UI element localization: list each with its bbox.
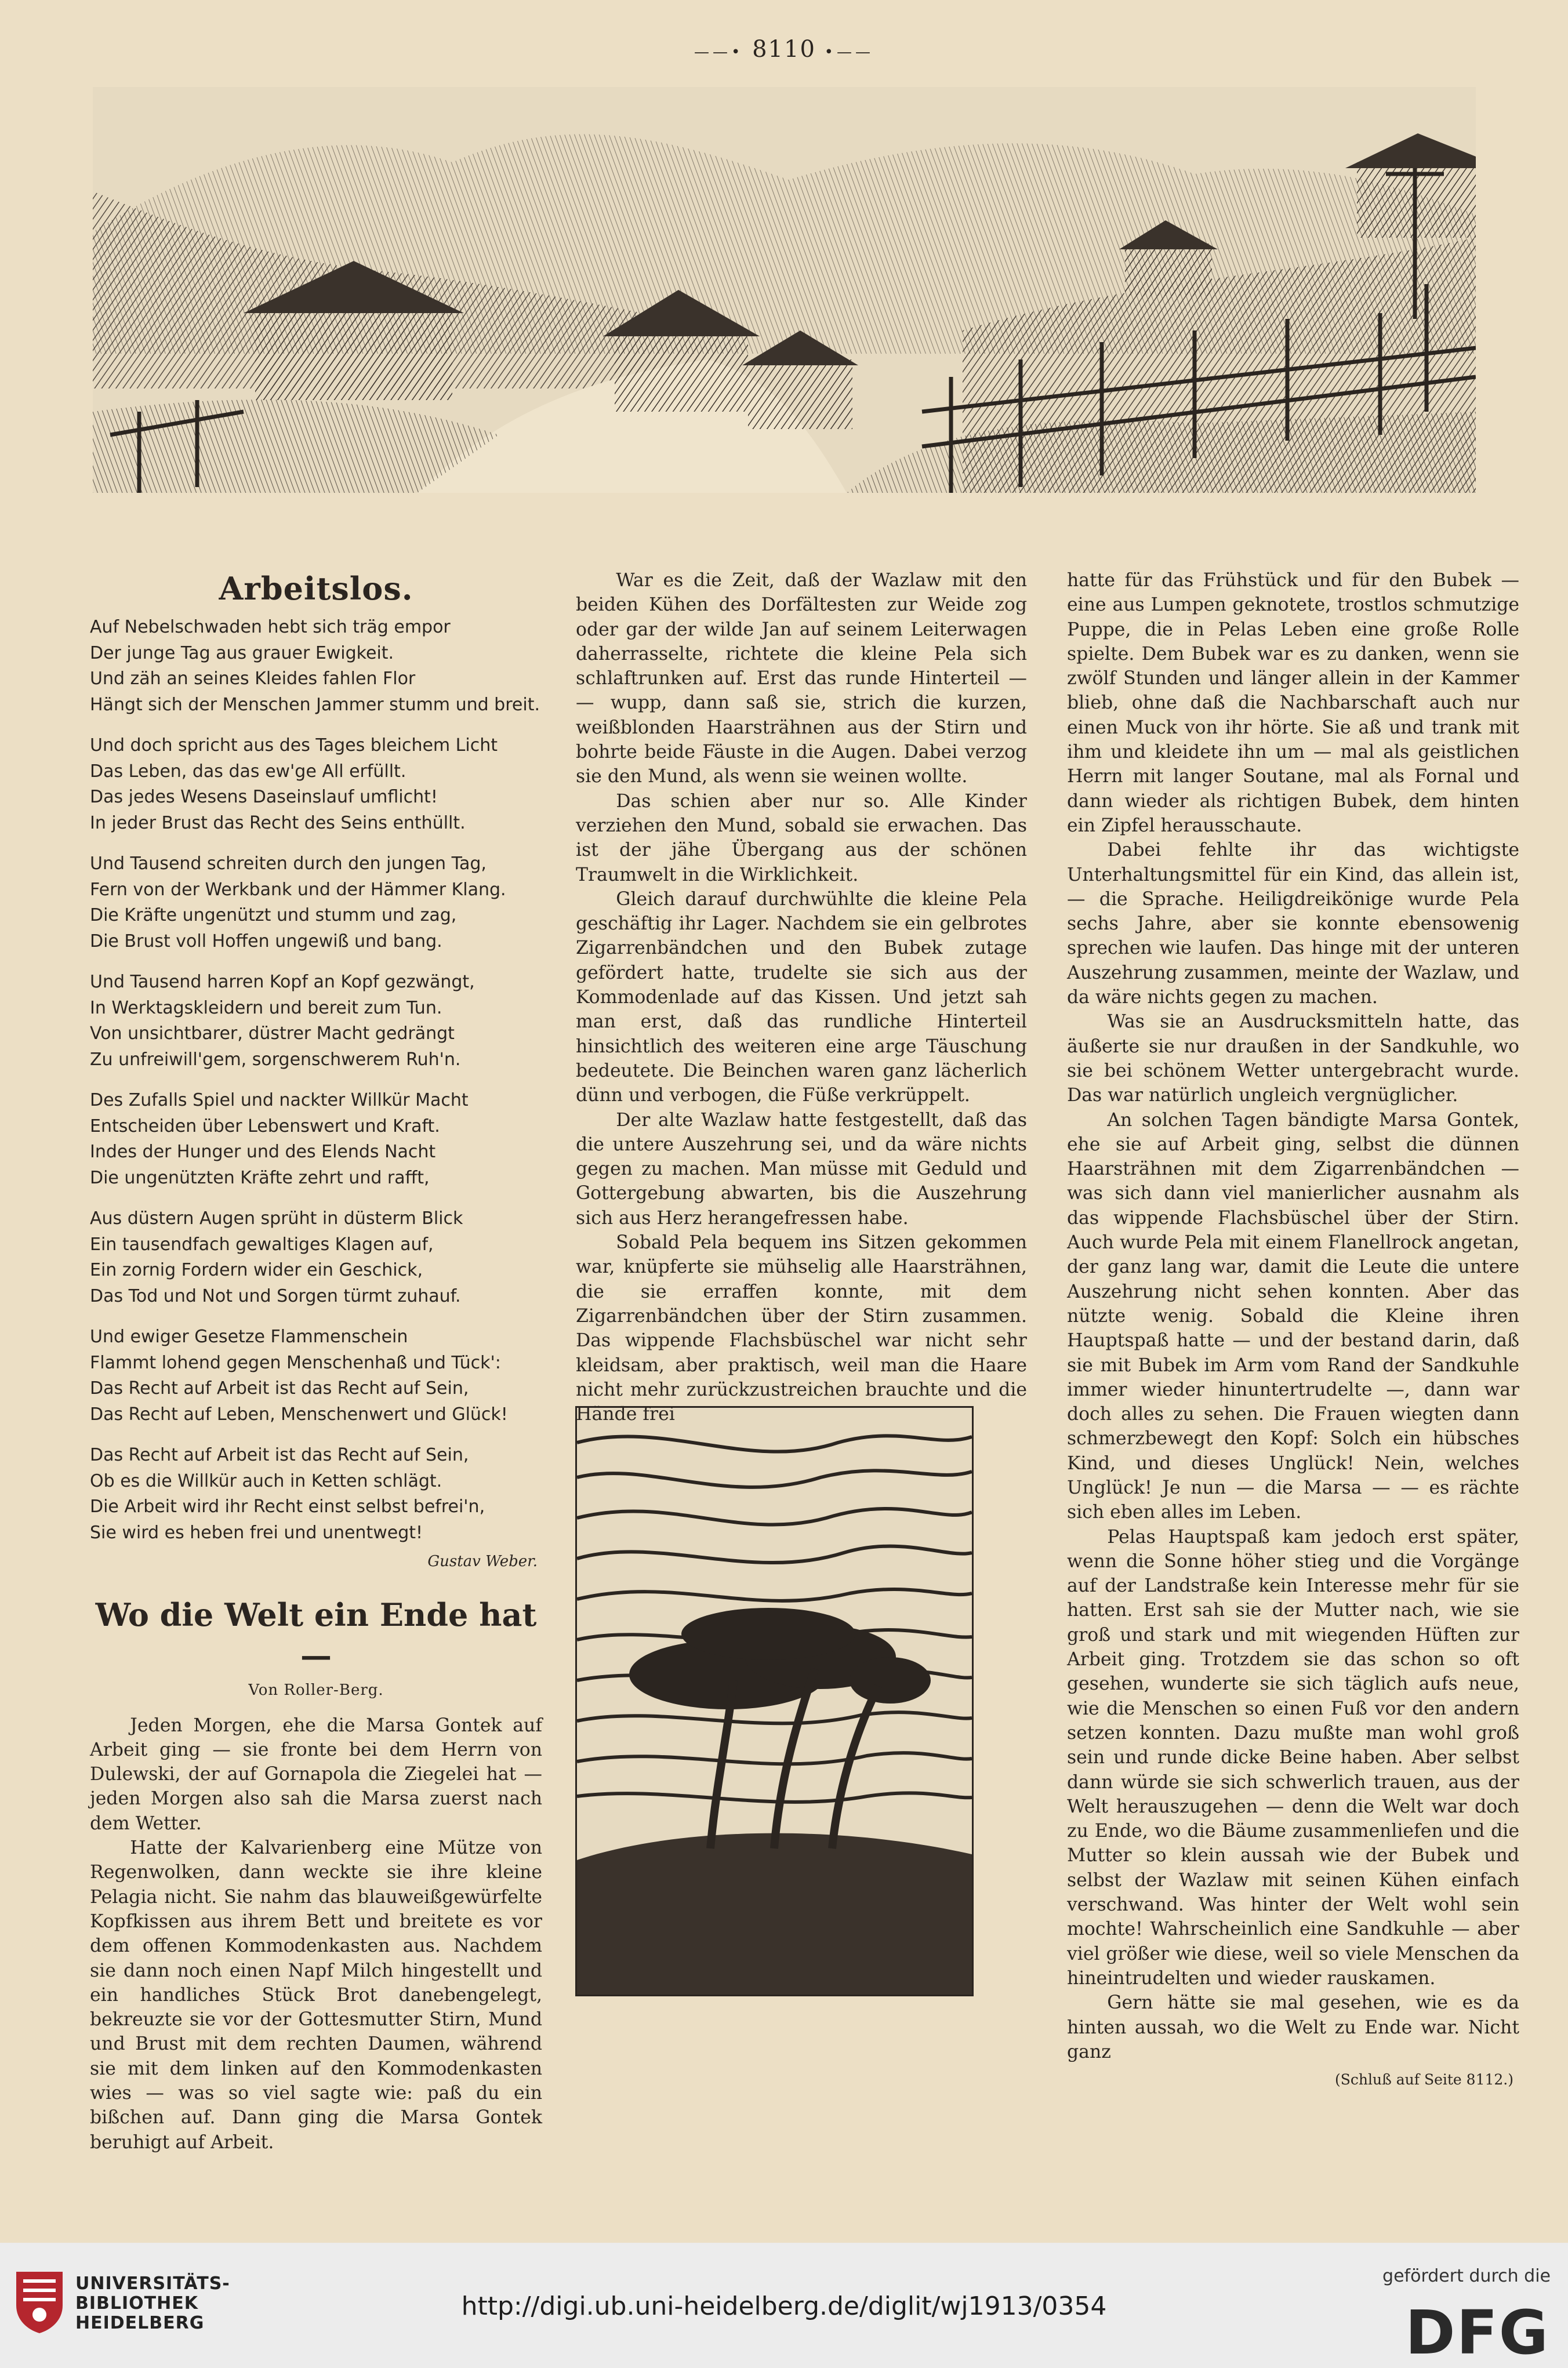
- page-number-ornament-left: ——•: [694, 43, 744, 61]
- story-author: Von Roller-Berg.: [248, 1681, 384, 1699]
- university-name-line: UNIVERSITÄTS-: [75, 2273, 230, 2294]
- poem-line: Ein tausendfach gewaltiges Klagen auf,: [90, 1234, 434, 1255]
- poem-line: Das Recht auf Arbeit ist das Recht auf Sein,: [90, 1378, 469, 1399]
- poem-line: Die Arbeit wird ihr Recht einst selbst befrei'n,: [90, 1497, 485, 1517]
- poem-line: Entscheiden über Lebenswert und Kraft.: [90, 1116, 440, 1136]
- poem-line: Und doch spricht aus des Tages bleichem Licht: [90, 735, 498, 756]
- story-paragraph: Hatte der Kalvarienberg eine Mütze von Regenwolken, dann weckte sie ihre kleine Pelagia nicht. Sie nahm das blauweißgewürfelte Kopfkissen aus ihrem Bett und breitete es vor dem offenen Kommodenkasten aus. Nachdem sie dann noch einen Napf Milch hingestellt und ein handliches Stück Brot danebengelegt, bekreuzte sie vor der Gottesmutter Stirn, Mund und Brust mit dem rechten Daumen, während sie mit dem linken auf den Kommodenkasten wies — was so viel sagte wie: paß du ein bißchen auf. Dann ging die Marsa Gontek beruhigt auf Arbeit.: [90, 1837, 542, 2153]
- story-paragraph: Was sie an Ausdrucksmitteln hatte, das äußerte sie nur draußen in der Sandkuhle, wo sie bei schönem Wetter untergebracht wurde. Das war natürlich ungleich vergnüglicher.: [1067, 1011, 1519, 1106]
- story-paragraph: Jeden Morgen, ehe die Marsa Gontek auf Arbeit ging — sie fronte bei dem Herrn von Dulewski, der auf Gornapola die Ziegelei hat — jeden Morgen also sah die Marsa zuerst nach dem Wetter.: [90, 1715, 542, 1834]
- poem-line: Das jedes Wesens Daseinslauf umflicht!: [90, 787, 438, 807]
- column-middle: [576, 568, 1027, 1426]
- story-paragraph: Pelas Hauptspaß kam jedoch erst später, wenn die Sonne höher stieg und die Vorgänge auf der Landstraße kein Interesse mehr für sie hatten. Erst sah sie der Mutter nach, wie sie groß und stark und mit wiegenden Hüften zur Arbeit ging. Trotzdem sie das schon so oft gesehen, wunderte sie sich täglich aufs neue, wie die Menschen so einen Fuß vor den andern setzen konnten. Dazu mußte man wohl groß sein und runde dicke Beine haben. Aber selbst dann würde sie sich schwerlich trauen, aus der Welt herauszugehen — denn die Welt war doch zu Ende, wo die Bäume zusammenliefen und die Mutter so klein aussah wie der Bubek und selbst der Wazlaw mit seinen Kühen einfach verschwand. Was hinter der Welt wohl sein mochte! Wahrscheinlich eine Sandkuhle — aber viel größer wie diese, weil so viele Menschen da hineintrudelten und wieder rauskamen.: [1067, 1526, 1519, 1989]
- poem-stanza: [90, 851, 542, 954]
- trees-woodcut-drawing: [577, 1408, 972, 1995]
- permalink-url[interactable]: http://digi.ub.uni-heidelberg.de/diglit/wj1913/0354: [461, 2291, 1107, 2321]
- poem-line: Fern von der Werkbank und der Hämmer Klang.: [90, 879, 506, 900]
- poem-line: Das Recht auf Leben, Menschenwert und Glück!: [90, 1404, 508, 1425]
- poem-stanza: [90, 615, 542, 718]
- page-number: [0, 36, 1568, 63]
- story-paragraph: hatte für das Frühstück und für den Bubek — eine aus Lumpen geknotete, trostlos schmutzige Puppe, die in Pelas Leben eine große Rolle spielte. Dem Bubek war es zu danken, wenn sie zwölf Stunden und länger allein in der Kammer blieb, ohne daß die Nachbarschaft auch nur einen Muck von ihr hörte. Sie aß und trank mit ihm und kleidete ihn um — mal als geistlichen Herrn mit langer Soutane, mal als Fornal und dann wieder als richtigen Bubek, dem hinten ein Zipfel herausschaute.: [1067, 570, 1519, 836]
- dfg-logo: DFG: [1405, 2297, 1549, 2368]
- column-left: [90, 568, 542, 2155]
- story-paragraph: An solchen Tagen bändigte Marsa Gontek, ehe sie auf Arbeit ging, selbst die dünnen Haarsträhnen mit dem Zigarrenbändchen — was sich dann viel manierlicher ausnahm als das wippende Flachsbüschel über der Stirn. Auch wurde Pela mit einem Flanellrock angetan, der ganz lang war, damit die Leute die untere Auszehrung nicht sehen konnten. Aber das nützte wenig. Sobald die Kleine ihren Hauptspaß hatte — und der bestand darin, daß sie mit Bubek im Arm vom Rand der Sandkuhle immer wieder hinuntertrudelte —, dann war doch alles zu sehen. Die Frauen wiegten dann schmerzbewegt den Kopf: Solch ein hübsches Kind, und dieses Unglück! Nein, welches Unglück! Je nun — die Marsa — — es rächte sich eben alles im Leben.: [1067, 1109, 1519, 1523]
- poem-line: Sie wird es heben frei und unentwegt!: [90, 1522, 423, 1543]
- poem-title: Arbeitslos.: [219, 570, 413, 607]
- story-paragraph: Dabei fehlte ihr das wichtigste Unterhaltungsmittel für ein Kind, das allein ist, — die Sprache. Heiligdreikönige wurde Pela sechs Jahre, aber sie konnte ebensowenig sprechen wie laufen. Das hinge mit der unteren Auszehrung zusammen, meinte der Wazlaw, und da wäre nichts gegen zu machen.: [1067, 840, 1519, 1008]
- poem-line: Aus düstern Augen sprüht in düsterm Blick: [90, 1208, 463, 1229]
- story-paragraph: Gern hätte sie mal gesehen, wie es da hinten aussah, wo die Welt zu Ende war. Nicht ganz: [1067, 1992, 1519, 2062]
- digitization-footer: [0, 2243, 1568, 2368]
- story-title: Wo die Welt ein Ende hat —: [95, 1596, 537, 1675]
- poem-line: Flammt lohend gegen Menschenhaß und Tück':: [90, 1352, 501, 1373]
- poem-stanza: [90, 1088, 542, 1191]
- poem-line: Zu unfreiwill'gem, sorgenschwerem Ruh'n.: [90, 1049, 461, 1070]
- trees-woodcut: [575, 1406, 974, 1996]
- poem-line: Die Brust voll Hoffen ungewiß und bang.: [90, 931, 442, 951]
- story-paragraph: War es die Zeit, daß der Wazlaw mit den beiden Kühen des Dorfältesten zur Weide zog oder gar der wilde Jan auf seinem Leiterwagen daherrasselte, richtete die kleine Pela sich schlaftrunken auf. Erst das runde Hinterteil — — wupp, dann saß sie, strich die kurzen, weißblonden Haarsträhnen aus der Stirn und bohrte beide Fäuste in die Augen. Dabei verzog sie den Mund, als wenn sie weinen wollte.: [576, 570, 1027, 787]
- poem-line: Ein zornig Fordern wider ein Geschick,: [90, 1260, 423, 1280]
- page-number-value: 8110: [752, 36, 816, 63]
- story-paragraph: Gleich darauf durchwühlte die kleine Pela geschäftig ihr Lager. Nachdem sie ein gelbrotes Zigarrenbändchen und den Bubek zutage gefördert hatte, trudelte sie sich aus der Kommodenlade auf das Kissen. Und jetzt sah man erst, daß das rundliche Hinterteil hinsichtlich des weiteren eine arge Täuschung bedeutete. Die Beinchen waren ganz lächerlich dünn und verbogen, die Füße verkrüppelt.: [576, 888, 1027, 1106]
- university-name-line: BIBLIOTHEK: [75, 2293, 198, 2313]
- poem-line: Die ungenützten Kräfte zehrt und rafft,: [90, 1167, 430, 1188]
- landscape-engraving: [93, 87, 1476, 493]
- poem-line: Der junge Tag aus grauer Ewigkeit.: [90, 642, 394, 663]
- poem-line: Ob es die Willkür auch in Ketten schlägt.: [90, 1470, 442, 1491]
- poem-stanza: [90, 1324, 542, 1428]
- poem-author: Gustav Weber.: [427, 1553, 538, 1570]
- poem-stanza: [90, 969, 542, 1073]
- story-paragraph: Sobald Pela bequem ins Sitzen gekommen war, knüpferte sie mühselig alle Haarsträhnen, die sie erraffen konnte, mit dem Zigarrenbändchen über der Stirn zusammen. Das wippende Flachsbüschel war nicht sehr kleidsam, aber praktisch, weil man die Haare nicht mehr zurückzustreichen brauchte und die Hände frei: [576, 1232, 1027, 1425]
- page-number-ornament-right: •——: [824, 43, 874, 61]
- poem-stanza: [90, 733, 542, 836]
- column-right: [1067, 568, 1519, 2092]
- poem-line: Auf Nebelschwaden hebt sich träg empor: [90, 617, 451, 637]
- story-paragraph: Der alte Wazlaw hatte festgestellt, daß das die untere Auszehrung sei, und da wäre nichts gegen zu machen. Man müsse mit Geduld und Gottergebung abwarten, bis die Auszehrung sich aus Herz herangefressen habe.: [576, 1109, 1027, 1229]
- poem-line: Des Zufalls Spiel und nackter Willkür Macht: [90, 1090, 469, 1110]
- continued-note: (Schluß auf Seite 8112.): [1335, 2071, 1513, 2089]
- poem-line: Die Kräfte ungenützt und stumm und zag,: [90, 905, 457, 925]
- poem-line: Und Tausend schreiten durch den jungen Tag,: [90, 854, 487, 874]
- poem-line: Und zäh an seines Kleides fahlen Flor: [90, 669, 416, 689]
- university-name-line: HEIDELBERG: [75, 2313, 205, 2333]
- poem-line: In jeder Brust das Recht des Seins enthüllt.: [90, 812, 466, 833]
- poem-line: Von unsichtbarer, düstrer Macht gedrängt: [90, 1023, 455, 1044]
- poem-line: In Werktagskleidern und bereit zum Tun.: [90, 997, 442, 1018]
- poem-line: Indes der Hunger und des Elends Nacht: [90, 1142, 436, 1162]
- poem-line: Das Tod und Not und Sorgen türmt zuhauf.: [90, 1285, 461, 1306]
- poem-line: Hängt sich der Menschen Jammer stumm und breit.: [90, 694, 540, 715]
- funded-by-label: gefördert durch die: [1382, 2266, 1551, 2286]
- poem-stanza: [90, 1206, 542, 1309]
- poem-stanza: [90, 1443, 542, 1546]
- story-paragraph: Das schien aber nur so. Alle Kinder verziehen den Mund, sobald sie erwachen. Das ist der jähe Übergang aus der schönen Traumwelt in die Wirklichkeit.: [576, 790, 1027, 885]
- poem-line: Und Tausend harren Kopf an Kopf gezwängt,: [90, 972, 475, 992]
- landscape-engraving-drawing: [93, 87, 1476, 493]
- poem-line: Das Recht auf Arbeit ist das Recht auf Sein,: [90, 1445, 469, 1465]
- poem-line: Das Leben, das das ew'ge All erfüllt.: [90, 761, 406, 782]
- poem-line: Und ewiger Gesetze Flammenschein: [90, 1327, 408, 1347]
